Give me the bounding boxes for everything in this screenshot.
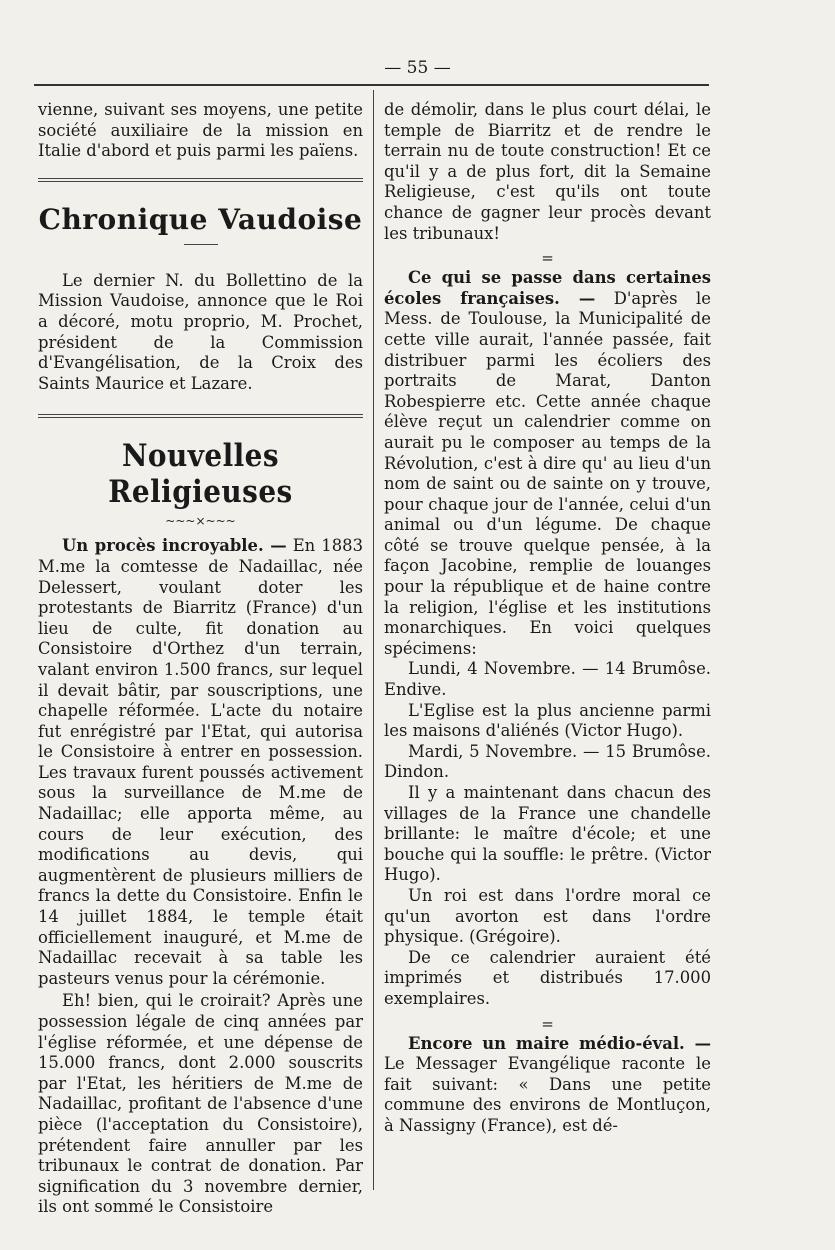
proces-text: En 1883 M.me la comtesse de Nadaillac, née Delessert, voulant doter les protestants de Biarritz (France) d'un lieu de culte, fit donation au Consistoire d'Orthez d'un terrain, valant environ 1.500 francs, sur lequel il devait bâtir, par souscriptions, une chapelle réformée. L'acte du notaire fut enrégistré par l'Etat, qui autorisa le Consistoire à entrer en possession. Les travaux furent poussés activement sous la surveillance de M.me de Nadaillac; elle apporta même, au cours de leur exécution, des modifications au devis, qui augmentèrent de plusieurs milliers de francs la dette du Consistoire. Enfin le 14 juillet 1884, le temple était officiellement inauguré, et M.me de Nadaillac recevait à sa table les pasteurs venus pour la cérémonie. bbox=[38, 536, 364, 988]
page-number: — 55 — bbox=[384, 58, 451, 78]
section-separator bbox=[38, 178, 363, 182]
ecoles-lead: Ce qui se passe dans certaines écoles françaises. — bbox=[384, 268, 711, 308]
example-6: De ce calendrier auraient été imprimés et distribués 17.000 exemplaires. bbox=[384, 947, 711, 1008]
continuation-paragraph: de démolir, dans le plus court délai, le temple de Biarritz et de rendre le terrain nu de toute construction! Et ce qu'il y a de plus fort, dit la Semaine Religieuse, c'est qu'ils ont toute chance de gagner leur procès devant les tribunaux! bbox=[384, 100, 711, 243]
proces-paragraph bbox=[38, 536, 363, 989]
example-4: Il y a maintenant dans chacun des villages de la France une chandelle brillante: le maître d'école; et une bouche qui la souffle: le prêtre. (Victor Hugo). bbox=[384, 783, 711, 885]
maire-text: Le Messager Evangélique raconte le fait suivant: « Dans une petite commune des environs de Montluçon, à Nassigny (France), est dé- bbox=[384, 1054, 711, 1135]
separator-mark: = bbox=[541, 249, 554, 268]
proces-paragraph-2: Eh! bien, qui le croirait? Après une possession légale de cinq années par l'église réformée, et une dépense de 15.000 francs, dont 2.000 souscrits par l'Etat, les héritiers de M.me de Nadaillac, profitant de l'absence d'une pièce (l'acceptation du Consistoire), prétendent faire annuller par les tribunaux le contrat de donation. Par signification du 3 novembre dernier, ils ont sommé le Consistoire bbox=[38, 991, 363, 1217]
heading-dash bbox=[184, 244, 218, 245]
chronique-paragraph: Le dernier N. du Bollettino de la Mission Vaudoise, annonce que le Roi a décoré, motu proprio, M. Prochet, président de la Commission d'Evangélisation, de la Croix des Saints Maurice et Lazare. bbox=[38, 270, 363, 393]
separator-mark: = bbox=[541, 1014, 554, 1033]
section-separator bbox=[38, 414, 363, 418]
header-rule bbox=[34, 84, 709, 86]
proces-lead: Un procès incroyable. — bbox=[62, 536, 287, 556]
ecoles-paragraph bbox=[384, 268, 711, 659]
intro-paragraph: vienne, suivant ses moyens, une petite société auxiliaire de la mission en Italie d'abord et puis parmi les païens. bbox=[38, 100, 363, 161]
example-1: Lundi, 4 Novembre. — 14 Brumôse. Endive. bbox=[384, 659, 711, 700]
example-5: Un roi est dans l'ordre moral ce qu'un avorton est dans l'ordre physique. (Grégoire). bbox=[384, 885, 711, 947]
ecoles-text: D'après le Mess. de Toulouse, la Municipalité de cette ville aurait, l'année passée, fait distribuer parmi les écoliers des portraits de Marat, Danton Robespierre etc. Cette année chaque élève reçut un calendrier comme on aurait pu le composer au temps de la Révolution, c'est à dire qu' au lieu d'un nom de saint ou de sainte on y trouve, pour chaque jour de l'année, celui d'un animal ou d'un légume. De chaque côté se trouve quelque pensée, à la façon Jacobine, remplie de louanges pour la république et de haine contre la religion, l'église et les institutions monarchiques. En voici quelques spécimens: bbox=[384, 288, 711, 658]
ornament: ~~~×~~~ bbox=[165, 514, 236, 529]
maire-paragraph bbox=[384, 1034, 711, 1137]
maire-lead: Encore un maire médio-éval. — bbox=[408, 1033, 711, 1053]
chronique-heading: Chronique Vaudoise bbox=[38, 202, 363, 236]
column-divider bbox=[373, 90, 374, 1190]
example-3: Mardi, 5 Novembre. — 15 Brumôse. Dindon. bbox=[384, 741, 711, 782]
left-column bbox=[38, 100, 363, 1218]
nouvelles-heading: Nouvelles Religieuses bbox=[108, 438, 293, 511]
example-2: L'Eglise est la plus ancienne parmi les maisons d'aliénés (Victor Hugo). bbox=[384, 700, 711, 741]
right-column bbox=[384, 100, 711, 1137]
